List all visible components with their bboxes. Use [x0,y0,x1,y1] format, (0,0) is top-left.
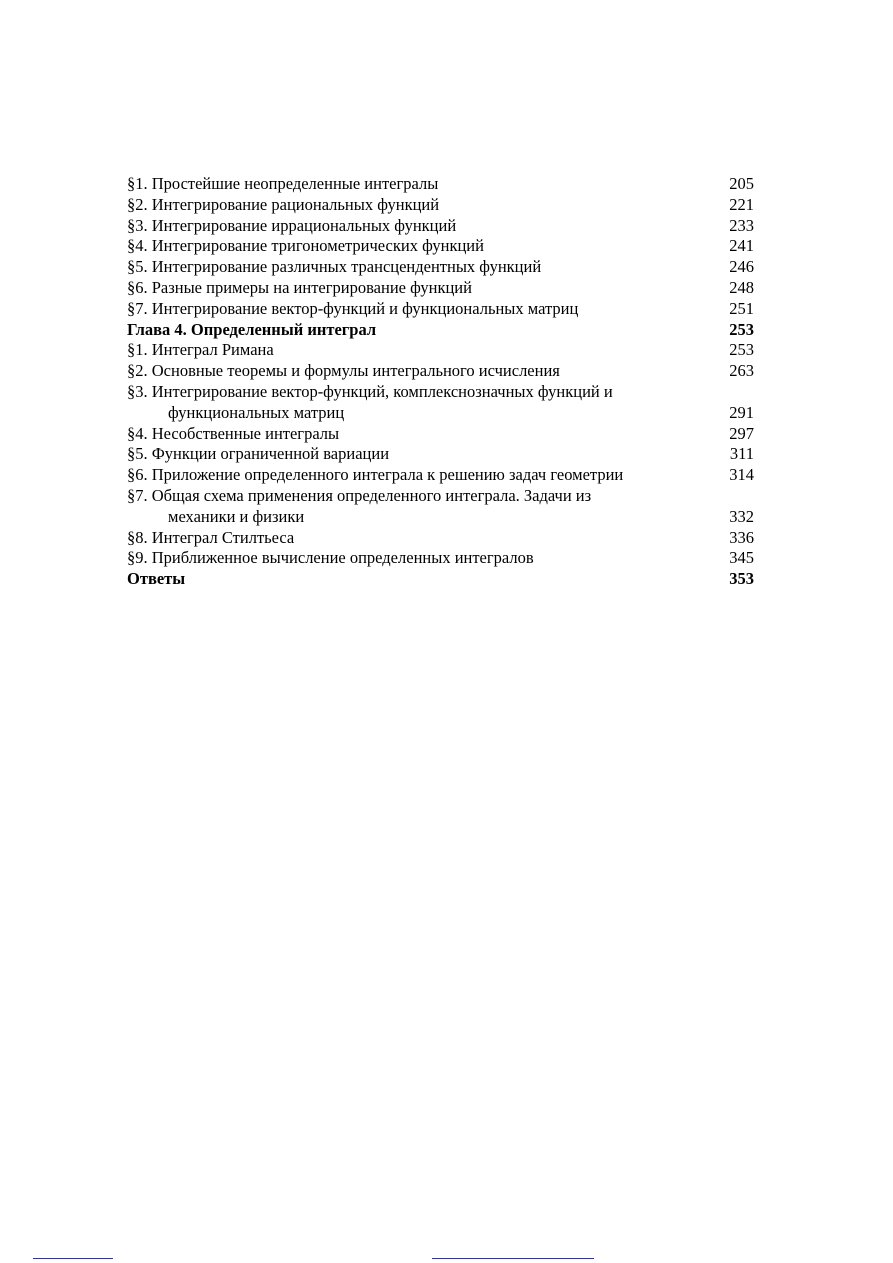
toc-entry-page: 241 [729,236,754,256]
toc-entry-page: 336 [729,527,754,547]
toc-answers-heading[interactable] [127,569,754,590]
toc-entry-page: 251 [729,298,754,318]
table-of-contents [127,174,754,590]
toc-entry[interactable] [127,236,754,257]
toc-entry[interactable] [127,195,754,216]
toc-entry-page: 345 [729,548,754,568]
toc-chapter-title: Глава 4. Определенный интеграл [127,319,377,339]
toc-entry-page: 253 [729,340,754,360]
toc-entry-title: §4. Несобственные интегралы [127,423,340,443]
toc-entry[interactable] [127,444,754,465]
toc-chapter-page: 253 [729,319,754,339]
toc-entry-page: 297 [729,423,754,443]
toc-entry-title: §3. Интегрирование иррациональных функций [127,215,457,235]
toc-entry[interactable] [127,528,754,549]
toc-entry[interactable] [127,382,754,424]
toc-entry-title: §7. Интегрирование вектор-функций и функциональных матриц [127,298,579,318]
toc-entry-title: §2. Основные теоремы и формулы интегрального исчисления [127,361,560,381]
toc-entry-page: 246 [729,257,754,277]
toc-entry-title: §1. Интеграл Римана [127,340,274,360]
toc-entry-page: 311 [729,444,754,464]
toc-entry-page: 314 [729,465,754,485]
toc-entry[interactable] [127,174,754,195]
toc-entry-title: §6. Приложение определенного интеграла к решению задач геометрии [127,465,624,485]
footer-link-right[interactable] [432,1258,594,1259]
toc-entry-page: 233 [729,215,754,235]
toc-entry-title: §7. Общая схема применения определенного интеграла. Задачи из [127,485,592,505]
toc-entry[interactable] [127,465,754,486]
toc-entry[interactable] [127,299,754,320]
toc-entry-title-continuation: механики и физики [168,506,305,526]
toc-entry-page: 221 [729,194,754,214]
toc-entry[interactable] [127,361,754,382]
toc-answers-page: 353 [729,569,754,589]
footer-link-left[interactable] [33,1258,113,1259]
toc-entry[interactable] [127,548,754,569]
toc-entry-page: 263 [729,361,754,381]
toc-entry-title-continuation: функциональных матриц [168,402,345,422]
toc-entry-page: 291 [729,402,754,422]
toc-entry-title: §8. Интеграл Стилтьеса [127,527,295,547]
toc-entry-title: §4. Интегрирование тригонометрических функций [127,236,484,256]
toc-entry-title: §5. Интегрирование различных трансцендентных функций [127,257,542,277]
toc-entry[interactable] [127,216,754,237]
toc-entry-title: §5. Функции ограниченной вариации [127,444,390,464]
toc-answers-title: Ответы [127,569,186,589]
toc-chapter-heading[interactable] [127,320,754,341]
toc-entry-page: 248 [729,277,754,297]
toc-entry-page: 205 [729,174,754,193]
toc-entry[interactable] [127,486,754,528]
toc-entry-page: 332 [729,506,754,526]
toc-entry-title: §3. Интегрирование вектор-функций, комплекснозначных функций и [127,381,613,401]
toc-entry-title: §9. Приближенное вычисление определенных интегралов [127,548,534,568]
toc-entry[interactable] [127,424,754,445]
toc-entry[interactable] [127,278,754,299]
toc-entry-title: §6. Разные примеры на интегрирование функций [127,277,472,297]
toc-entry[interactable] [127,340,754,361]
toc-entry[interactable] [127,257,754,278]
toc-entry-title: §2. Интегрирование рациональных функций [127,194,440,214]
toc-entry-title: §1. Простейшие неопределенные интегралы [127,174,439,193]
